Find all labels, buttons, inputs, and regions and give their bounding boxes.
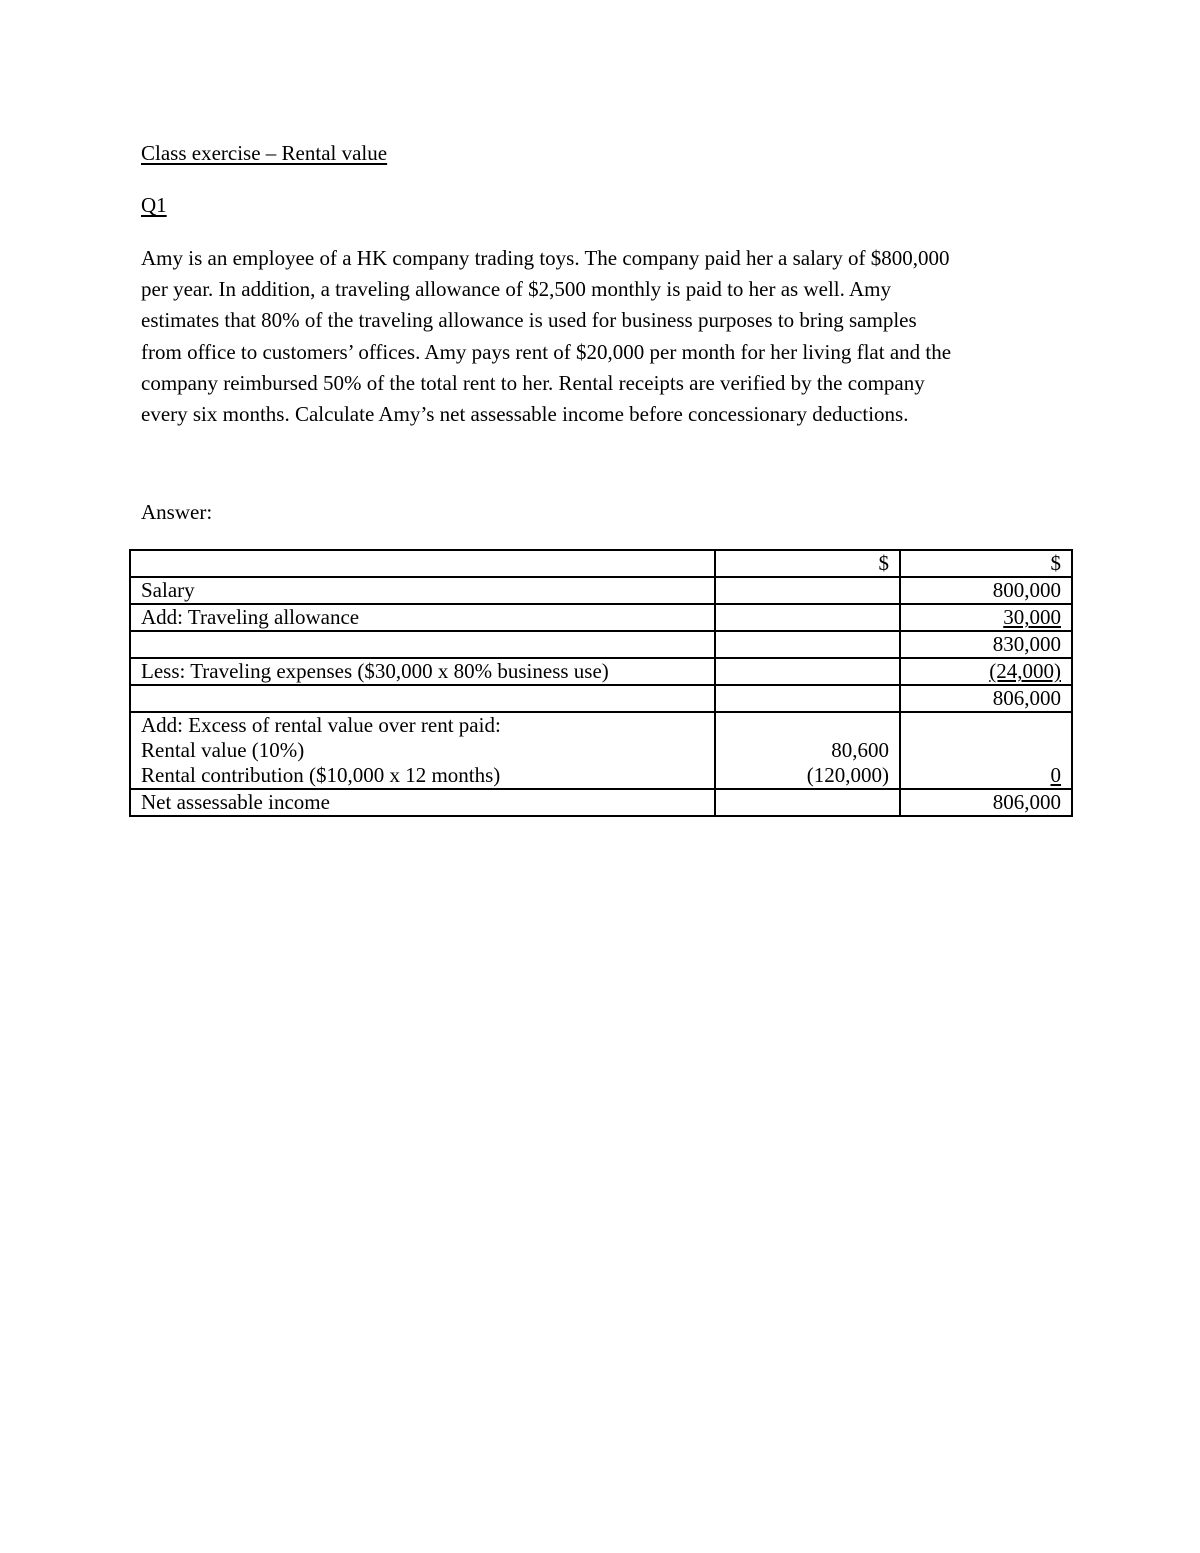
table-row (130, 685, 1072, 712)
row-desc-cell: Salary (130, 577, 715, 604)
table-row-total (130, 789, 1072, 816)
row-amount-cell (900, 658, 1072, 685)
header-currency-cell: $ (715, 550, 900, 577)
answer-label: Answer: (141, 500, 213, 524)
row-desc-cell: Less: Traveling expenses ($30,000 x 80% business use) (130, 658, 715, 685)
question-line: estimates that 80% of the traveling allowance is used for business purposes to bring samples (141, 308, 917, 333)
row-subtotal-cell (715, 658, 900, 685)
rental-amount-value: 0 (1050, 763, 1061, 787)
table-row (130, 658, 1072, 685)
rental-amount-line (911, 738, 1061, 763)
exercise-title: Class exercise – Rental value (141, 141, 388, 165)
table-row (130, 577, 1072, 604)
rental-subtotal-line: (120,000) (806, 763, 889, 787)
row-desc-cell: Net assessable income (130, 789, 715, 816)
row-desc-cell (130, 685, 715, 712)
rental-desc-line: Add: Excess of rental value over rent paid: (141, 713, 501, 737)
row-subtotal-cell (715, 685, 900, 712)
row-desc-cell: Add: Traveling allowance (130, 604, 715, 631)
row-subtotal-cell (715, 604, 900, 631)
question-line: Amy is an employee of a HK company trading toys. The company paid her a salary of $800,000 (141, 246, 950, 270)
row-amount-cell: 830,000 (900, 631, 1072, 658)
rental-subtotal-line: 80,600 (831, 738, 889, 762)
row-amount-value: (24,000) (989, 659, 1061, 683)
question-label: Q1 (141, 193, 167, 217)
header-desc-cell (130, 550, 715, 577)
rental-desc-line: Rental contribution ($10,000 x 12 months) (141, 763, 501, 787)
table-header-row (130, 550, 1072, 577)
question-line: per year. In addition, a traveling allowance of $2,500 monthly is paid to her as well. Amy (141, 277, 891, 302)
row-desc-cell (130, 631, 715, 658)
row-amount-cell: 806,000 (900, 685, 1072, 712)
row-amount-cell: 800,000 (900, 577, 1072, 604)
row-amount-cell: 806,000 (900, 789, 1072, 816)
table-row (130, 604, 1072, 631)
row-amount-cell (900, 712, 1072, 789)
row-desc-cell (130, 712, 715, 789)
row-subtotal-cell (715, 577, 900, 604)
rental-amount-line (911, 763, 1061, 788)
rental-subtotal-line (726, 713, 889, 738)
table-row-rental (130, 712, 1072, 789)
question-line: company reimbursed 50% of the total rent to her. Rental receipts are verified by the company (141, 370, 925, 395)
question-line: from office to customers’ offices. Amy pays rent of $20,000 per month for her living flat and the (141, 339, 952, 364)
table-row (130, 631, 1072, 658)
question-text (141, 243, 1071, 430)
row-subtotal-cell (715, 789, 900, 816)
row-subtotal-cell (715, 631, 900, 658)
question-line: every six months. Calculate Amy’s net assessable income before concessionary deductions. (141, 402, 909, 427)
row-amount-value: 30,000 (1003, 605, 1061, 629)
row-amount-cell (900, 604, 1072, 631)
rental-desc-line: Rental value (10%) (141, 738, 305, 762)
row-subtotal-cell (715, 712, 900, 789)
answer-table (129, 549, 1073, 817)
header-currency-cell: $ (900, 550, 1072, 577)
rental-amount-line (911, 713, 1061, 738)
